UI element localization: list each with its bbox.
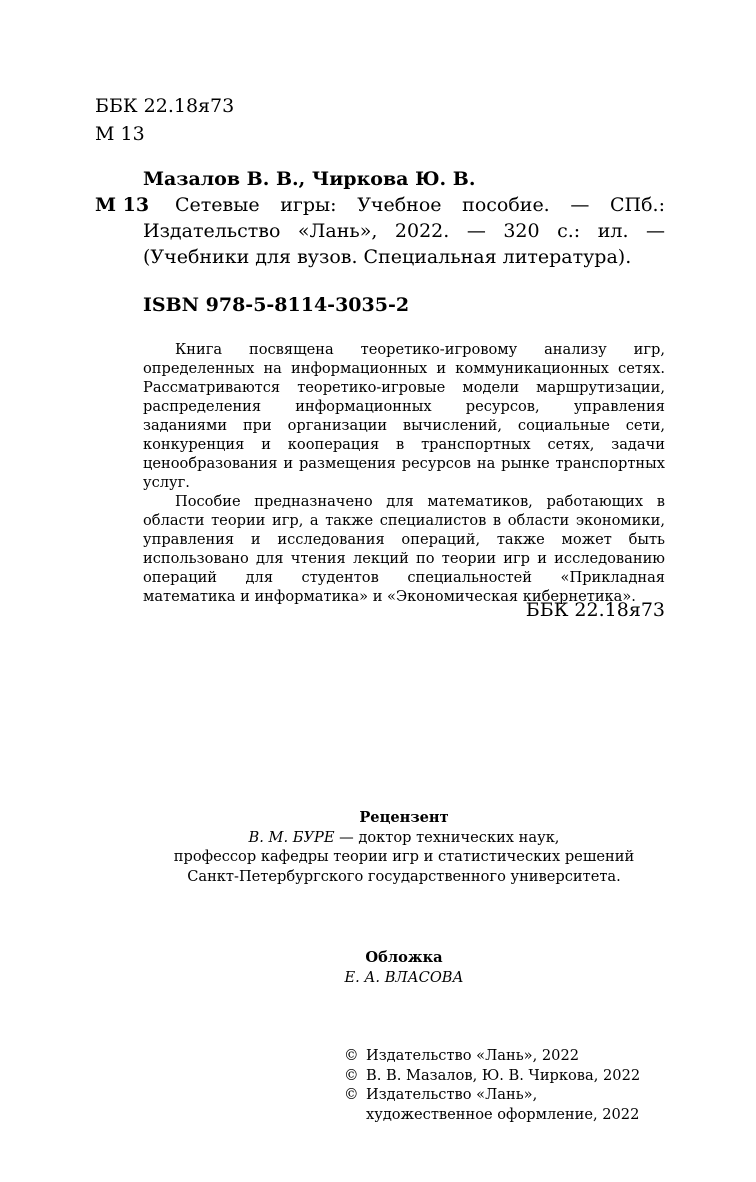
bbk-code: ББК 22.18я73 [95,95,235,117]
bbk-footer: ББК 22.18я73 [525,599,665,621]
cover-heading: Обложка [365,949,443,966]
copyright-line-3b: художественное оформление, 2022 [366,1105,640,1123]
abstract [143,340,665,606]
record-code: М 13 [95,194,150,216]
copyright-icon: © [344,1047,359,1064]
copyright-row [344,1046,674,1066]
author-code: М 13 [95,123,145,145]
title-description [143,192,665,270]
reviewer-name: В. М. БУРЕ [248,828,335,846]
reviewer-block [143,808,665,886]
copyright-line: В. В. Мазалов, Ю. В. Чиркова, 2022 [366,1066,641,1084]
classification-block [95,92,234,148]
isbn: ISBN 978-5-8114-3035-2 [143,294,410,316]
abstract-paragraph-2: Пособие предназначено для математиков, работающих в области теории игр, а также специалистов в области экономики, управления и исследования операций, также может быть использовано для чтения лекций по теории игр и исследованию операций для студентов специальностей «Прикладная математика и информатика» и «Экономическая кибернетика». [143,493,665,605]
abstract-paragraph-1: Книга посвящена теоретико-игровому анализу игр, определенных на информационных и коммуникационных сетях. Рассматриваются теоретико-игровые модели маршрутизации, распределения информационных ресурсов, управления заданиями при организации вычислений, социальные сети, конкуренция и кооперация в транспортных сетях, задачи ценообразования и размещения ресурсов на рынке транспортных услуг. [143,341,665,491]
cover-designer: Е. А. ВЛАСОВА [344,968,464,986]
reviewer-heading: Рецензент [359,809,449,826]
title-line: Сетевые игры: Учебное пособие. — СПб.: Издательство «Лань», 2022. — 320 с.: ил. — (Учебники для вузов. Специальная литература). [143,194,665,268]
copyright-icon: © [344,1066,359,1084]
copyright-row [344,1085,674,1124]
copyright-line: Издательство «Лань», 2022 [366,1047,580,1064]
copyright-row [344,1066,674,1086]
reviewer-line-2: профессор кафедры теории игр и статистических решений [173,848,635,865]
copyright-line-3a: Издательство «Лань», [366,1086,538,1103]
copyright-line [366,1085,674,1124]
reviewer-line-1 [143,828,665,848]
cover-block [143,948,665,987]
copyright-block [344,1046,674,1124]
authors: Мазалов В. В., Чиркова Ю. В. [143,168,476,190]
copyright-icon: © [344,1086,359,1103]
reviewer-line-3: Санкт-Петербургского государственного университета. [187,867,621,885]
reviewer-title: — доктор технических наук, [334,828,560,846]
